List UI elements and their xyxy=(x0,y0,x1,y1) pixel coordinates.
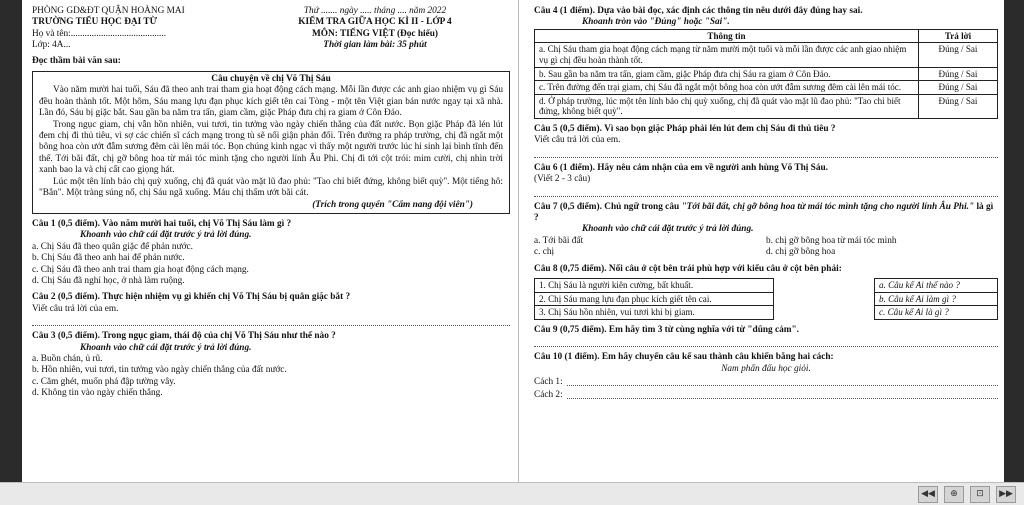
q3-instruction: Khoanh vào chữ cái đặt trước ý trả lời đúng. xyxy=(80,342,252,353)
q2-title: Câu 2 (0,5 điểm). Thực hiện nhiệm vụ gì khiến chị Võ Thị Sáu bị quân giặc bắt ? xyxy=(32,292,351,303)
q7-option-b[interactable]: b. chị gỡ bông hoa từ mái tóc mình xyxy=(766,235,897,246)
table-row xyxy=(535,43,998,67)
reading-passage xyxy=(32,71,510,214)
q4-title: Câu 4 (1 điểm). Dựa vào bài đọc, xác định các thông tin nêu dưới đây đúng hay sai. xyxy=(534,6,863,16)
question-1 xyxy=(32,219,510,287)
left-dark-margin xyxy=(0,0,22,482)
q10-way-1 xyxy=(534,375,998,388)
question-4 xyxy=(534,6,998,119)
skip-back-icon[interactable]: ◀◀ xyxy=(918,486,938,503)
q9-answer-line[interactable] xyxy=(534,338,998,347)
q4-row-c-answer[interactable]: Đúng / Sai xyxy=(919,81,998,95)
dept-name: PHÒNG GD&ĐT QUẬN HOÀNG MAI xyxy=(32,6,185,16)
q8-right-b[interactable]: b. Câu kể Ai làm gì ? xyxy=(875,292,998,306)
q7-title-prefix: Câu 7 (0,5 điểm). Chủ ngữ trong câu xyxy=(534,201,682,212)
exam-title: KIỂM TRA GIỮA HỌC KÌ II - LỚP 4 xyxy=(298,17,452,28)
q3-title: Câu 3 (0,5 điểm). Trong ngục giam, thái độ của chị Võ Thị Sáu như thế nào ? xyxy=(32,331,336,342)
q4-row-a-info: a. Chị Sáu tham gia hoạt động cách mạng từ năm mười một tuổi và mỗi lần được các anh giao nhiệm vụ gì chị đều hoàn thành tốt. xyxy=(535,43,919,67)
q3-option-d[interactable]: d. Không tin vào ngày chiến thắng. xyxy=(32,388,163,399)
q10-way-1-label: Cách 1: xyxy=(534,376,563,387)
fit-page-icon[interactable]: ⊡ xyxy=(970,486,990,503)
passage-title: Câu chuyện về chị Võ Thị Sáu xyxy=(211,74,331,85)
right-dark-margin xyxy=(1004,0,1024,482)
q1-option-a[interactable]: a. Chị Sáu đã theo quân giặc để phản nước. xyxy=(32,241,193,252)
question-6 xyxy=(534,163,998,197)
exam-header xyxy=(32,6,510,52)
q6-answer-line[interactable] xyxy=(534,188,998,197)
q10-title: Câu 10 (1 điểm). Em hãy chuyển câu kể sau thành câu khiến bằng hai cách: xyxy=(534,352,834,363)
table-row xyxy=(535,94,998,118)
class-line: Lớp: 4A... xyxy=(32,40,71,51)
q6-title: Câu 6 (1 điểm). Hãy nêu cảm nhận của em về người anh hùng Võ Thị Sáu. xyxy=(534,162,828,173)
q7-option-c[interactable]: c. chị xyxy=(534,247,555,258)
q8-left-3[interactable]: 3. Chị Sáu hồn nhiên, vui tươi khi bị giam. xyxy=(535,306,774,320)
q10-way-2-line[interactable] xyxy=(567,390,998,399)
question-10 xyxy=(534,352,998,401)
right-column xyxy=(534,6,998,401)
q7-quoted-sentence: "Tới bãi đất, chị gỡ bông hoa từ mái tóc mình tặng cho người lính Âu Phi." xyxy=(681,201,975,212)
exam-time: Thời gian làm bài: 35 phút xyxy=(323,40,427,51)
q8-left-1[interactable]: 1. Chị Sáu là người kiên cường, bất khuất. xyxy=(535,279,774,293)
q1-option-b[interactable]: b. Chị Sáu đã theo anh hai để phản nước. xyxy=(32,253,185,264)
q8-right-table xyxy=(874,278,998,320)
q7-title-suffix: là gì ? xyxy=(534,201,994,223)
q8-right-a[interactable]: a. Câu kể Ai thế nào ? xyxy=(875,279,998,293)
q3-option-c[interactable]: c. Căm ghét, muốn phá đập tường vây. xyxy=(32,376,176,387)
q1-option-c[interactable]: c. Chị Sáu đã theo anh trai tham gia hoạt động cách mạng. xyxy=(32,264,249,275)
skip-forward-icon[interactable]: ▶▶ xyxy=(996,486,1016,503)
q1-title: Câu 1 (0,5 điểm). Vào năm mười hai tuổi, chị Võ Thị Sáu làm gì ? xyxy=(32,218,292,229)
q8-right-c[interactable]: c. Câu kể Ai là gì ? xyxy=(875,306,998,320)
zoom-icon[interactable]: ⊕ xyxy=(944,486,964,503)
q1-instruction: Khoanh vào chữ cái đặt trước ý trả lời đúng. xyxy=(80,230,252,241)
passage-paragraph-2: Trong ngục giam, chị vẫn hồn nhiên, vui tươi, tin tưởng vào ngày chiến thắng của đất nước. Bọn giặc Pháp đã lén lút đem chị đi thủ tiêu, vì sợ các chiến sĩ cách mạng trong tù sẽ nổi giận phản đối. Trên đường ra pháp trường, chị đã ngắt một bông hoa còn ướt đẫm sương đêm cài lên mái tóc. Bọn chúng kinh ngạc vì thấy một người trước lúc hi sinh lại bình tĩnh đến thế. Tới bãi đất, chị gỡ bông hoa từ mái tóc mình tặng cho người lính Âu Phi. Chị đi tới cột trói: mim cười, chị nhìn trời xanh bao la và chị cất cao giọng hát. xyxy=(39,119,503,176)
q3-option-a[interactable]: a. Buồn chán, ủ rũ. xyxy=(32,353,103,364)
q8-title: Câu 8 (0,75 điểm). Nối câu ở cột bên trái phù hợp với kiểu câu ở cột bên phải: xyxy=(534,263,842,274)
q10-way-1-line[interactable] xyxy=(567,377,998,386)
school-name: TRƯỜNG TIỂU HỌC ĐẠI TỪ xyxy=(32,17,158,28)
student-name-line: Họ và tên:......................................... xyxy=(32,28,167,39)
q10-sentence: Nam phấn đấu học giỏi. xyxy=(721,363,811,374)
q2-note: Viết câu trả lời của em. xyxy=(32,303,119,314)
table-row xyxy=(535,81,998,95)
column-divider xyxy=(518,0,519,482)
q4-row-a-answer[interactable]: Đúng / Sai xyxy=(919,43,998,67)
q7-instruction: Khoanh vào chữ cái đặt trước ý trả lời đúng. xyxy=(582,224,754,235)
passage-source: (Trích trong quyển "Cẩm nang đội viên") xyxy=(312,199,473,210)
q4-row-b-answer[interactable]: Đúng / Sai xyxy=(919,67,998,81)
q8-left-table xyxy=(534,278,774,320)
passage-paragraph-3: Lúc một tên lính bảo chị quỳ xuống, chị đã quát vào mặt lũ đao phủ: "Tao chỉ biết đứng, không biết quỳ". Một tiếng hô: "Bắn". Một tràng súng nổ, chị Sáu ngã xuống. Máu chị thấm ướt bãi cát. xyxy=(39,176,503,199)
reading-label: Đọc thầm bài văn sau: xyxy=(32,55,121,66)
exam-date: Thứ ....... ngày ..... tháng .... năm 2022 xyxy=(303,6,447,16)
q4-row-c-info: c. Trên đường đến trại giam, chị Sáu đã ngắt một bông hoa còn ướt đẫm sương đêm cài lên mái tóc. xyxy=(535,81,919,95)
q4-row-d-info: d. Ở pháp trường, lúc một tên lính bảo chị quỳ xuống, chị đã quát vào mặt lũ đao phủ: "Tao chỉ biết đứng, không biết quỳ". xyxy=(535,94,919,118)
q4-table xyxy=(534,29,998,119)
q4-instruction: Khoanh tròn vào "Đúng" hoặc "Sai". xyxy=(582,17,730,28)
q5-title: Câu 5 (0,5 điểm). Vì sao bọn giặc Pháp phải lén lút đem chị Sáu đi thủ tiêu ? xyxy=(534,123,836,134)
question-5 xyxy=(534,124,998,158)
q7-option-a[interactable]: a. Tới bãi đất xyxy=(534,235,584,246)
question-3 xyxy=(32,331,510,399)
passage-paragraph-1: Vào năm mười hai tuổi, Sáu đã theo anh trai tham gia hoạt động cách mạng. Mỗi lần được các anh giao nhiệm vụ gì Sáu đều hoàn thành tốt. Một hôm, Sáu mang lựu đạn phục kích giết tên cai Tòng - một tên Việt gian bán nước ngay tại xã nhà. Lần đó, Sáu bị giặc bắt. Sau gần ba năm tra tấn, giam cầm, giặc Pháp đưa chị ra giam ở Côn Đảo. xyxy=(39,85,503,119)
document-page xyxy=(22,0,1004,482)
q7-option-d[interactable]: d. chị gỡ bông hoa xyxy=(766,247,836,258)
q8-left-2[interactable]: 2. Chị Sáu mang lựu đạn phục kích giết tên cai. xyxy=(535,292,774,306)
question-2 xyxy=(32,292,510,326)
q8-matching xyxy=(534,278,998,320)
viewer-toolbar xyxy=(0,482,1024,505)
q1-option-d[interactable]: d. Chị Sáu đã nghỉ học, ở nhà làm ruộng. xyxy=(32,275,185,286)
question-9 xyxy=(534,325,998,347)
q6-note: (Viết 2 - 3 câu) xyxy=(534,174,591,185)
q5-answer-line[interactable] xyxy=(534,149,998,158)
left-column xyxy=(32,6,510,400)
q4-col-answer: Trả lời xyxy=(919,29,998,43)
table-row xyxy=(535,67,998,81)
question-8 xyxy=(534,264,998,320)
question-7 xyxy=(534,202,998,259)
q9-title: Câu 9 (0,75 điểm). Em hãy tìm 3 từ cùng nghĩa với từ "dũng cảm". xyxy=(534,324,800,335)
q10-way-2 xyxy=(534,388,998,401)
q4-row-d-answer[interactable]: Đúng / Sai xyxy=(919,94,998,118)
exam-subject: MÔN: TIẾNG VIỆT (Đọc hiểu) xyxy=(311,28,439,39)
q4-col-info: Thông tin xyxy=(535,29,919,43)
q10-way-2-label: Cách 2: xyxy=(534,389,563,400)
q4-row-b-info: b. Sau gần ba năm tra tấn, giam cầm, giặc Pháp đưa chị Sáu ra giam ở Côn Đảo. xyxy=(535,67,919,81)
q5-note: Viết câu trả lời của em. xyxy=(534,135,621,146)
q3-option-b[interactable]: b. Hồn nhiên, vui tươi, tin tưởng vào ngày chiến thắng của đất nước. xyxy=(32,365,287,376)
q2-answer-line[interactable] xyxy=(32,317,510,326)
